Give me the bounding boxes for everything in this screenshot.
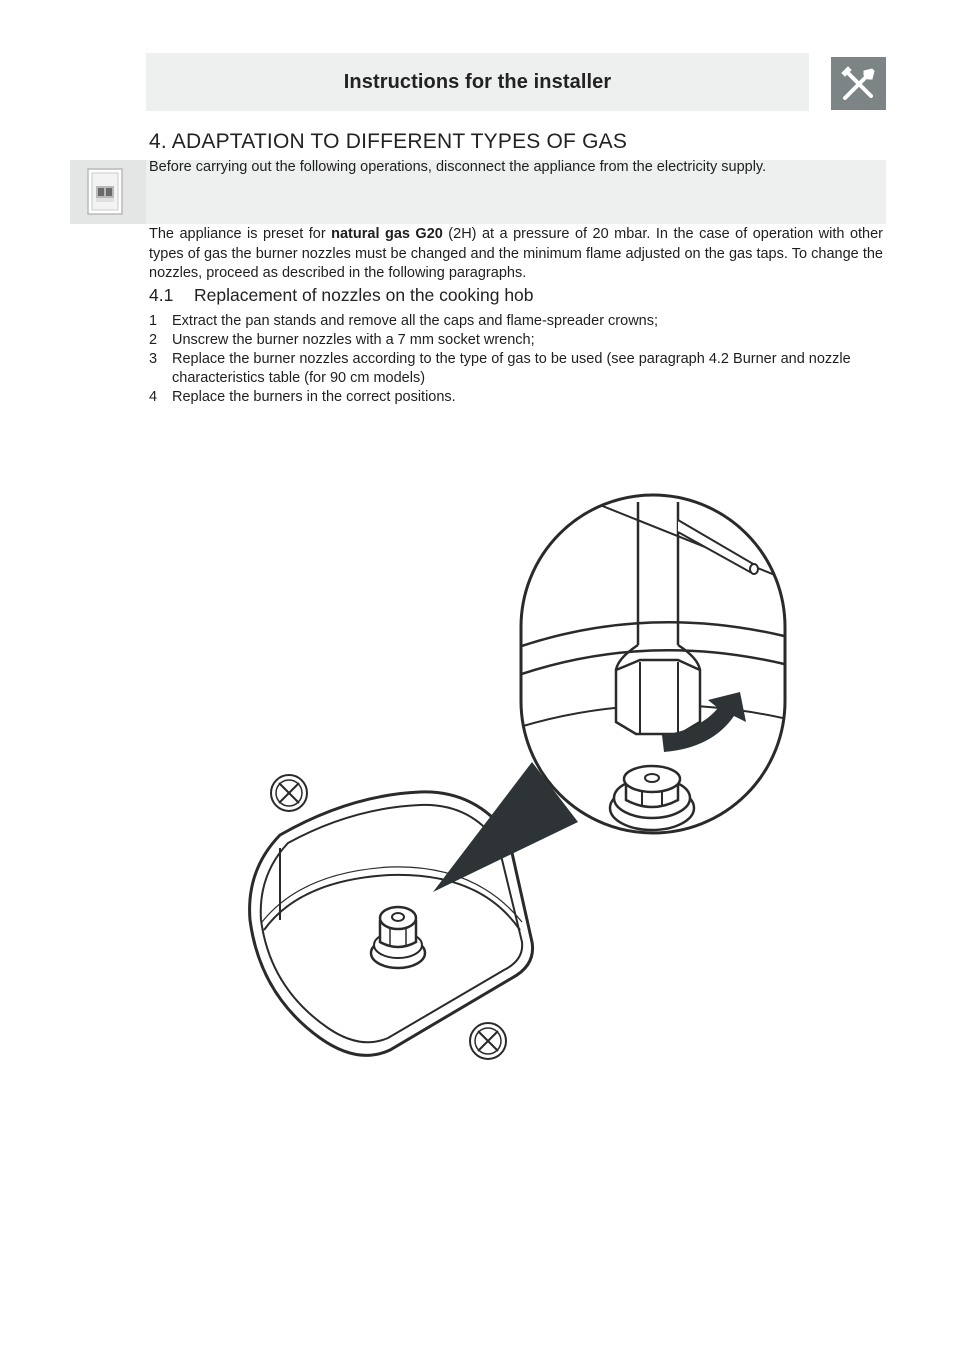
subsection-number: 4.1 [149,285,174,305]
intro-text-post: (2H) at a pressure of 20 mbar. In the case of operation with other types of gas the burner nozzles must be changed and the minimum flame adjusted on the gas taps. To change the nozzles, proceed as described in the following paragraphs. [149,226,883,281]
nozzle-replacement-illustration [240,490,800,1075]
header-bar [146,53,809,111]
subsection-label: Replacement of nozzles on the cooking hob [194,285,534,305]
step-text: Extract the pan stands and remove all the caps and flame-spreader crowns; [172,313,659,329]
step-text: Replace the burner nozzles according to the type of gas to be used (see paragraph 4.2 Burner and nozzle characteristics table (for 90 cm models) [172,351,851,386]
magnified-view [510,495,800,833]
step-number: 3 [149,351,158,367]
list-item [149,312,883,331]
screw-icon [470,1023,506,1059]
warning-icon-box [70,160,146,224]
intro-paragraph [149,225,883,284]
list-item [149,350,883,388]
warning-text: Before carrying out the following operations, disconnect the appliance from the electricity supply. [149,159,767,175]
intro-text-bold: natural gas G20 [331,226,443,242]
power-socket-icon [70,160,146,224]
section-title: 4. ADAPTATION TO DIFFERENT TYPES OF GAS [149,130,628,153]
step-text: Unscrew the burner nozzles with a 7 mm socket wrench; [172,332,535,348]
step-number: 4 [149,389,158,405]
tools-icon [831,57,886,110]
step-text: Replace the burners in the correct positions. [172,389,456,405]
burner-nozzle-small [371,907,425,968]
intro-text-pre: The appliance is preset for [149,226,332,242]
steps-list [149,312,883,407]
step-number: 1 [149,313,158,329]
step-number: 2 [149,332,158,348]
subsection-title [149,285,534,306]
list-item [149,388,883,407]
page-header-title: Instructions for the installer [343,70,612,93]
screw-icon [271,775,307,811]
list-item [149,331,883,350]
